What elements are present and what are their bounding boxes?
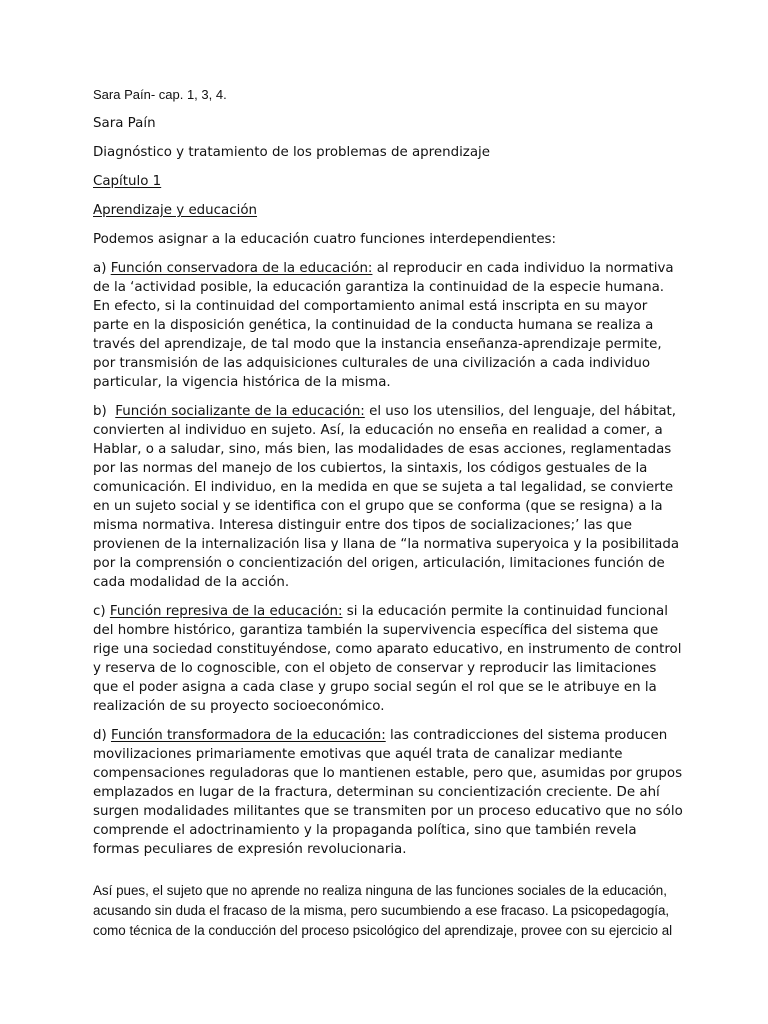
function-body: el uso los utensilios, del lenguaje, del hábitat, convierten al individuo en sujeto. Así, la educación no enseña en realidad a comer, a Hablar, o a saludar, sino, más bien, las modalidades de esas acciones, reglamentadas por las normas del manejo de los cubiertos, la sintaxis, los códigos gestuales de la comunicación. El individuo, en la medida en que se sujeta a tal legalidad, se convierte en un sujeto social y se identifica con el grupo que se conforma (que se resigna) a la misma normativa. Interesa distinguir entre dos tipos de socializaciones;’ las que provienen de la internalización lisa y llana de “la normativa superyoica y la posibilitada por la comprensión o concientización del origen, articulación, limitaciones función de cada modalidad de la acción.	[93, 404, 680, 590]
function-prefix: b)	[93, 404, 116, 419]
function-prefix: d)	[93, 728, 111, 743]
function-paragraph-b	[93, 402, 683, 592]
function-heading: Función represiva de la educación:	[109, 604, 343, 619]
document-body	[93, 86, 683, 941]
function-heading: Función conservadora de la educación:	[110, 261, 373, 276]
function-paragraph-a	[93, 259, 683, 392]
header-note: Sara Paín- cap. 1, 3, 4.	[93, 87, 227, 102]
closing-paragraph: Así pues, el sujeto que no aprende no realiza ninguna de las funciones sociales de la educación, acusando sin duda el fracaso de la misma, pero sucumbiendo a ese fracaso. La psicopedagogía, como técnica de la conducción del proceso psicológico del aprendizaje, provee con su ejercicio al	[93, 883, 673, 938]
function-paragraph-d	[93, 726, 683, 859]
chapter-heading: Capítulo 1	[93, 174, 162, 189]
section-title: Aprendizaje y educación	[93, 203, 258, 218]
function-paragraph-c	[93, 602, 683, 716]
author-name: Sara Paín	[93, 116, 156, 131]
function-body: al reproducir en cada individuo la normativa de la ‘actividad posible, la educación garantiza la continuidad de la especie humana. En efecto, si la continuidad del comportamiento animal está inscripta en su mayor parte en la disposición genética, la continuidad de la conducta humana se realiza a través del aprendizaje, de tal modo que la instancia enseñanza-aprendizaje permite, por transmisión de las adquisiciones culturales de una civilización a cada individuo particular, la vigencia histórica de la misma.	[93, 261, 674, 390]
intro-paragraph: Podemos asignar a la educación cuatro funciones interdependientes:	[93, 232, 557, 247]
function-prefix: c)	[93, 604, 110, 619]
function-heading: Función socializante de la educación:	[115, 404, 365, 419]
function-body: las contradicciones del sistema producen movilizaciones primariamente emotivas que aquél trata de canalizar mediante compensaciones reguladoras que lo mantienen estable, pero que, asumidas por grupos emplazados en lugar de la fractura, determinan su concientización creciente. De ahí surgen modalidades militantes que se transmiten por un proceso educativo que no sólo comprende el adoctrinamiento y la propaganda política, sino que también revela formas peculiares de expresión revolucionaria.	[93, 728, 683, 857]
function-heading: Función transformadora de la educación:	[110, 728, 386, 743]
book-title: Diagnóstico y tratamiento de los problemas de aprendizaje	[93, 145, 490, 160]
function-body: si la educación permite la continuidad funcional del hombre histórico, garantiza también la supervivencia específica del sistema que rige una sociedad constituyéndose, como aparato educativo, en instrumento de control y reserva de lo cognoscible, con el objeto de conservar y reproducir las limitaciones que el poder asigna a cada clase y grupo social según el rol que se le atribuye en la realización de su proyecto socioeconómico.	[93, 604, 682, 714]
function-prefix: a)	[93, 261, 111, 276]
